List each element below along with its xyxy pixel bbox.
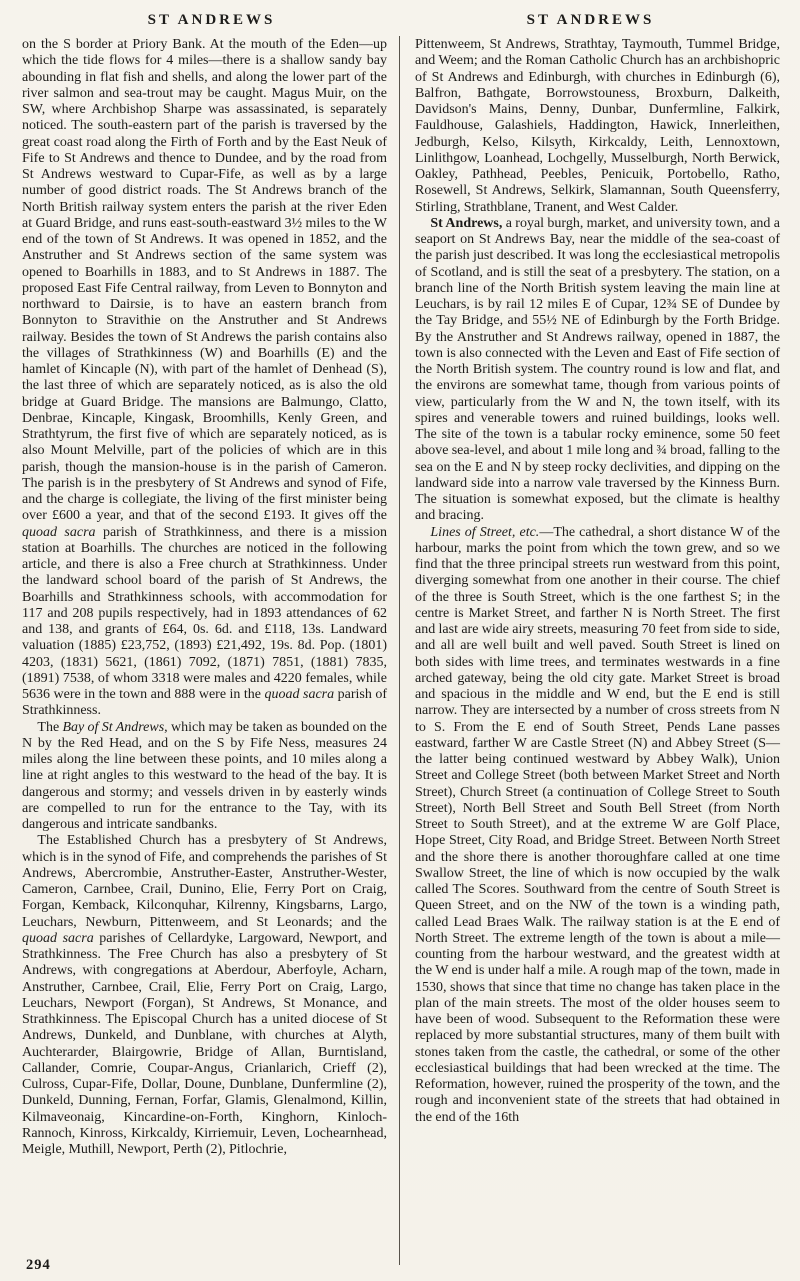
paragraph [22,720,387,834]
paragraph [415,525,780,1126]
paragraph [22,833,387,1158]
text-run: St Andrews, [430,215,503,231]
text-run: parishes of Cellardyke, Largoward, Newport, and Strathkinness. The Free Church has also a presbytery of St Andrews, with congregations at Aberdour, Aberfoyle, Acharn, Anstruther, Carnbee, Crail, Elie, Ferry Port on Craig, Largo, Leuchars, Newport (Forgan), St Andrews, St Monance, and Strathkinness. The Episcopal Church has a united diocese of St Andrews, Dunkeld, and Dunblane, with churches at Alyth, Auchterarder, Blairgowrie, Bridge of Allan, Burntisland, Callander, Comrie, Coupar-Angus, Crianlarich, Crieff (2), Culross, Cupar-Fife, Dollar, Doune, Dunblane, Dunfermline (2), Dunkeld, Dunning, Fernan, Forfar, Glamis, Glenalmond, Killin, Kilmaveonaig, Kincardine-on-Forth, Kinghorn, Kinloch-Rannoch, Kinross, Kirkcaldy, Kirriemuir, Leven, Lochearnhead, Meigle, Muthill, Newport, Perth (2), Pitlochrie, [22,930,387,1157]
text-run: parish of Strathkinness. [22,687,387,719]
text-run: quoad sacra [264,687,335,702]
text-run: Lines of Street, etc. [430,524,540,540]
paragraph [415,216,780,525]
left-column [22,37,387,1158]
text-run: Pittenweem, St Andrews, Strathtay, Taymouth, Tummel Bridge, and Weem; and the Roman Catholic Church has an archbishopric of St Andrews and Edinburgh, with churches in Edinburgh (6), Balfron, Bathgate, Borrowstouness, Broxburn, Dalkeith, Davidson's Mains, Denny, Dunbar, Dunfermline, Falkirk, Fauldhouse, Galashiels, Haddington, Hawick, Innerleithen, Jedburgh, Kelso, Kilsyth, Kirkcaldy, Leith, Lennoxtown, Linlithgow, Loanhead, Lochgelly, Musselburgh, North Berwick, Oakley, Pathhead, Peebles, Penicuik, Portobello, Ratho, Rosewell, St Andrews, Selkirk, Slamannan, South Queensferry, Stirling, Strathblane, Tranent, and West Calder. [415,37,780,215]
text-run: quoad sacra [22,524,96,540]
text-run: a royal burgh, market, and university town, and a seaport on St Andrews Bay, near the middle of the sea-coast of the parish just described. It was long the ecclesiastical metropolis of Scotland, and is still the seat of a presbytery. The station, on a branch line of the North British system leaving the main line at Leuchars, is by rail 12 miles E of Cupar, 12¾ SE of Dundee by the Tay Bridge, and 55½ NE of Edinburgh by the Forth Bridge. By the Anstruther and St Andrews railway, opened in 1887, the town is also connected with the Leven and East of Fife section of the North British system. The country round is low and flat, and the environs are somewhat tame, though from various points of view, particularly from the W and N, the town itself, with its spires and venerable towers and ruined buildings, looks well. The site of the town is a tabular rocky eminence, some 50 feet above sea-level, and about 1 mile long and ¾ broad, falling to the sea on the E and N by steep rocky declivities, and dipping on the landward side into a narrow vale traversed by the Kinness Burn. The situation is somewhat exposed, but the climate is healthy and bracing. [415,215,780,524]
paragraph [415,37,780,216]
running-head-right: ST ANDREWS [526,12,655,28]
page-number: 294 [26,1257,51,1273]
text-run: , which may be taken as bounded on the N by the Red Head, and on the S by Fife Ness, measures 24 miles along the line between these points, and 10 miles along a line at right angles to this westward to the head of the bay. It is dangerous and stormy; and vessels driven in by easterly winds are compelled to run for the entrance to the Tay, with its dangerous and intricate sandbanks. [22,719,387,832]
text-run: —The cathedral, a short distance W of the harbour, marks the point from which the town grew, and so we find that the three principal streets run westward from this point, diverging somewhat from one another in their course. The chief of the three is South Street, which is the one farthest S; in the centre is Market Street, and farther N is North Street. The first and last are wide airy streets, measuring 70 feet from side to side, and all are well built and well paved. South Street is lined on both sides with lime trees, and terminates westwards in a fine arched gateway, being the old city gate. Market Street is broad and spacious in the middle and W end, but the E end is still narrow. They are intersected by a number of cross streets from N to S. From the E end of South Street, Pends Lane passes eastward, farther W are Castle Street (N) and Abbey Street (S—the latter being continued westward by Abbey Walk), Union Street and College Street (both between Market Street and North Street), Church Street (a continuation of College Street to South Street), North Bell Street and South Bell Street (from North Street to South Street), and at the extreme W are Golf Place, Hope Street, City Road, and Bridge Street. Between North Street and the shore there is another thoroughfare called at one time Swallow Street, the line of which is now occupied by the walk called The Scores. Southward from the centre of South Street is Queen Street, and on the NW of the town is a winding path, called Lead Braes Walk. The railway station is at the E end of North Street. The extreme length of the town is about a mile—counting from the harbour westward, and the greatest width at the W end is under half a mile. A rough map of the town, made in 1530, shows that since that time no change has taken place in the plan of the main streets. The most of the older houses seem to have been of wood. Subsequent to the Reformation these were replaced by more substantial structures, many of them built with stones taken from the castle, the cathedral, or some of the other ecclesiastical buildings that had been wrecked at the time. The Reformation, however, ruined the prosperity of the town, and the rough and inconvenient state of the streets that had obtained in the end of the 16th [415,524,780,1125]
text-run: quoad sacra [22,930,94,946]
column-divider-rule [399,36,400,1265]
text-columns [22,37,780,1158]
paragraph [22,37,387,720]
left-column-body [22,37,387,1158]
right-column-body [415,37,780,1126]
right-column [415,37,780,1126]
text-run: parish of Strathkinness, and there is a mission station at Boarhills. The churches are noticed in the following article, and there is also a Free church at Strathkinness. Under the landward school board of the parish of St Andrews, the Boarhills and Strathkinness schools, with accommodation for 117 and 208 pupils respectively, had in 1893 attendances of 62 and 138, and grants of £64, 0s. 6d. and £118, 13s. Landward valuation (1885) £23,752, (1893) £21,492, 19s. 8d. Pop. (1801) 4203, (1831) 5621, (1861) 7092, (1871) 7851, (1881) 7835, (1891) 7538, of whom 3318 were males and 4220 females, while 5636 were in the town and 888 were in the [22,524,387,702]
running-head-left: ST ANDREWS [147,12,276,28]
text-run: The Established Church has a presbytery of St Andrews, which is in the synod of Fife, and comprehends the parishes of St Andrews, Abercrombie, Anstruther-Easter, Anstruther-Wester, Cameron, Carnbee, Crail, Dunino, Elie, Ferry Port on Craig, Forgan, Kemback, Kilconquhar, Kilrenny, Kingsbarns, Largo, Leuchars, Newburn, Pittenweem, and St Leonards; and the [22,833,387,930]
text-run: on the S border at Priory Bank. At the mouth of the Eden—up which the tide flows for 4 miles—there is a shallow sandy bay abounding in flat fish and shells, and along the lower part of the river salmon and sea-trout may be caught. Magus Muir, on the SW, where Archbishop Sharpe was assassinated, is separately noticed. The south-eastern part of the parish is traversed by the great coast road along the Firth of Forth and by the East Neuk of Fife to St Andrews and thence to Dundee, and by the road from St Andrews westward to Cupar-Fife, as well as by a large number of good district roads. The St Andrews branch of the North British railway system enters the parish at the river Eden at Guard Bridge, and runs east-south-eastward 3½ miles to the W end of the town of St Andrews. It was opened in 1852, and the Anstruther and St Andrews section of the same system was opened to Boarhills in 1883, and to St Andrews in 1887. The proposed East Fife Central railway, from Leven to Bonnyton and northward to Dairsie, is to have an eastern branch from Bonnyton to Stravithie on the Anstruther and St Andrews railway. Besides the town of St Andrews the parish contains also the villages of Strathkinness (W) and Boarhills (E) and the hamlet of Kincaple (N), with part of the hamlet of Denhead (S), the last three of which are separately noticed, as is also the old bridge at Guard Bridge. The mansions are Balmungo, Clatto, Denbrae, Kincaple, Kingask, Broomhills, Kenly Green, and Strathtyrum, the first five of which are separately noticed, as is also Mount Melville, part of the policies of which are in this parish, though the mansion-house is in the parish of Cameron. The parish is in the presbytery of St Andrews and synod of Fife, and the charge is collegiate, the living of the first minister being over £600 a year, and that of the second £193. It gives off the [22,37,387,524]
running-heads [22,10,780,37]
text-run: Bay of St Andrews [62,719,165,735]
text-run: The [37,719,63,735]
